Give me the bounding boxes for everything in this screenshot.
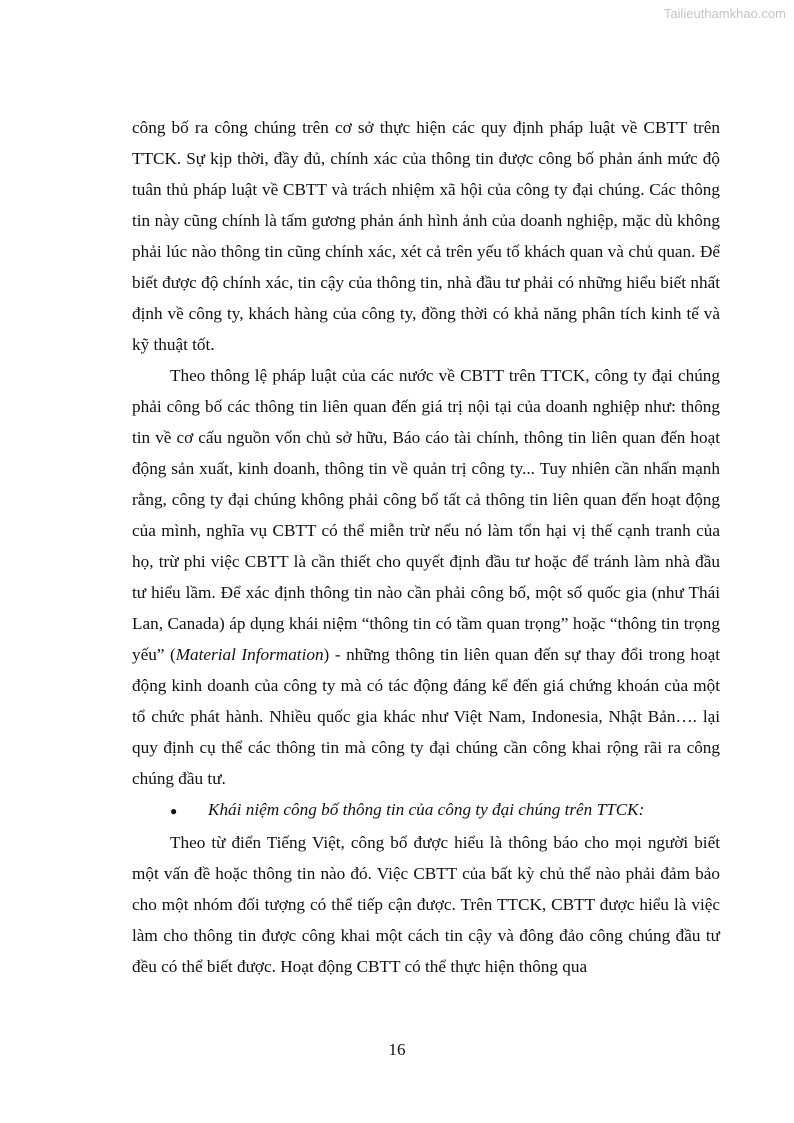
paragraph-2-italic-term: Material Information <box>175 645 324 664</box>
watermark: Tailieuthamkhao.com <box>663 6 786 21</box>
bullet-heading <box>132 794 720 827</box>
paragraph-2-text-end: ) - những thông tin liên quan đến sự thay đổi trong hoạt động kinh doanh của công ty mà có tác động đáng kể đến giá chứng khoán của một tổ chức phát hành. Nhiều quốc gia khác như Việt Nam, Indonesia, Nhật Bản…. lại quy định cụ thể các thông tin mà công ty đại chúng cần công khai rộng rãi ra công chúng đầu tư. <box>132 645 720 788</box>
page-body <box>132 112 720 982</box>
bullet-heading-text: Khái niệm công bố thông tin của công ty đại chúng trên TTCK: <box>208 800 645 819</box>
paragraph-1: công bố ra công chúng trên cơ sở thực hiện các quy định pháp luật về CBTT trên TTCK. Sự kịp thời, đầy đủ, chính xác của thông tin được công bố phản ánh mức độ tuân thủ pháp luật về CBTT và trách nhiệm xã hội của công ty đại chúng. Các thông tin này cũng chính là tấm gương phản ánh hình ảnh của doanh nghiệp, mặc dù không phải lúc nào thông tin cũng chính xác, xét cả trên yếu tố khách quan và chủ quan. Để biết được độ chính xác, tin cậy của thông tin, nhà đầu tư phải có những hiểu biết nhất định về công ty, khách hàng của công ty, đồng thời có khả năng phân tích kinh tế và kỹ thuật tốt. <box>132 118 720 354</box>
bullet-dot-icon: ● <box>170 804 178 818</box>
paragraph-3: Theo từ điển Tiếng Việt, công bố được hiểu là thông báo cho mọi người biết một vấn đề hoặc thông tin nào đó. Việc CBTT của bất kỳ chủ thể nào phải đảm bảo cho một nhóm đối tượng có thể tiếp cận được. Trên TTCK, CBTT được hiểu là việc làm cho thông tin được công khai một cách tin cậy và đông đảo công chúng đầu tư đều có thể biết được. Hoạt động CBTT có thể thực hiện thông qua <box>132 833 720 976</box>
page-number: 16 <box>388 1040 406 1059</box>
paragraph-2 <box>132 360 720 794</box>
paragraph-2-text-start: Theo thông lệ pháp luật của các nước về CBTT trên TTCK, công ty đại chúng phải công bố các thông tin liên quan đến giá trị nội tại của doanh nghiệp như: thông tin về cơ cấu nguồn vốn chủ sở hữu, Báo cáo tài chính, thông tin liên quan đến hoạt động sản xuất, kinh doanh, thông tin về quản trị công ty... Tuy nhiên cần nhấn mạnh rằng, công ty đại chúng không phải công bố tất cả thông tin liên quan đến hoạt động của mình, nghĩa vụ CBTT có thể miễn trừ nếu nó làm tổn hại vị thế cạnh tranh của họ, trừ phi việc CBTT là cần thiết cho quyết định đầu tư hoặc để tránh làm nhà đầu tư hiểu lầm. Để xác định thông tin nào cần phải công bố, một số quốc gia (như Thái Lan, Canada) áp dụng khái niệm “thông tin có tầm quan trọng” hoặc “thông tin trọng yếu” ( <box>132 366 720 664</box>
